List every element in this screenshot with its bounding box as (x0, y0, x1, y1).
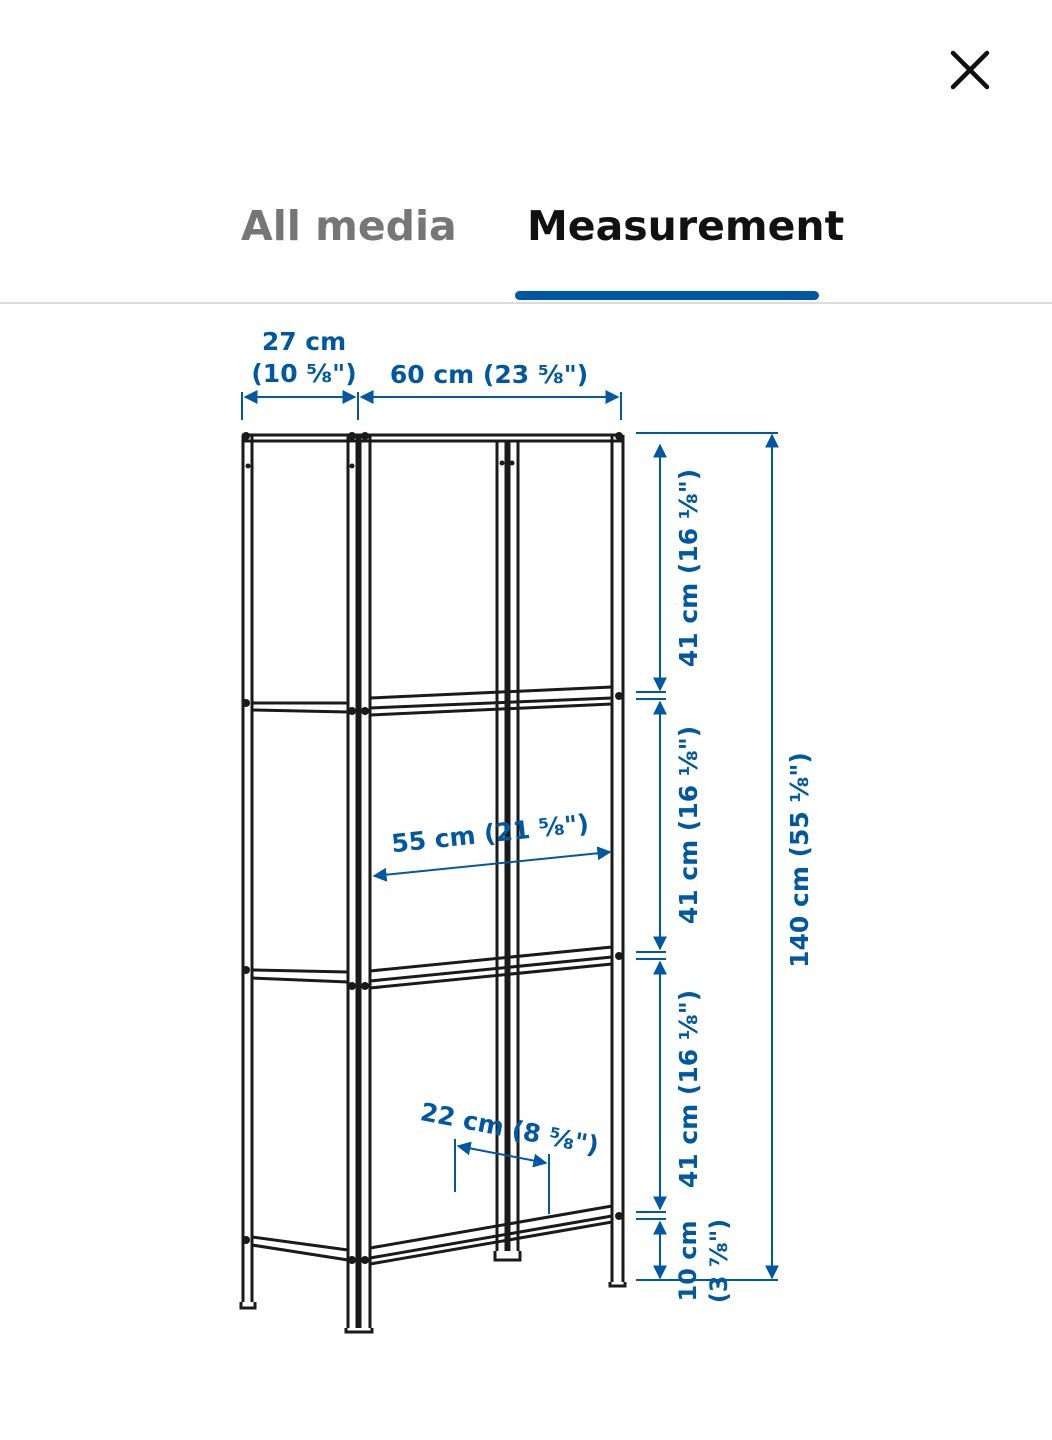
active-tab-indicator (515, 291, 819, 300)
total-height-label: 140 cm (55 ⅛") (785, 752, 814, 968)
shelf-illustration (0, 306, 1052, 1440)
shelf-spacing-label-1: 41 cm (16 ⅛") (674, 468, 703, 668)
measurement-diagram (0, 306, 1052, 1440)
depth-label: 27 cm (261, 327, 347, 356)
close-icon (950, 50, 990, 90)
shelf-unit-drawing (241, 435, 625, 1332)
close-button[interactable] (940, 42, 1000, 98)
tab-measurement[interactable]: Measurement (527, 202, 845, 250)
tabs-divider (0, 302, 1052, 304)
tab-all-media[interactable]: All media (241, 202, 457, 250)
media-tabs (0, 180, 1052, 306)
shelf-depth-label: 22 cm (8 ⅝") (418, 1097, 602, 1161)
shelf-spacing-label-2: 41 cm (16 ⅛") (674, 725, 703, 925)
depth-label-inches: (10 ⅝") (251, 359, 357, 388)
width-label: 60 cm (23 ⅝") (389, 360, 589, 389)
bottom-clearance-label: 10 cm (674, 1220, 702, 1302)
shelf-spacing-label-3: 41 cm (16 ⅛") (674, 989, 703, 1189)
shelf-width-label: 55 cm (21 ⅝") (389, 808, 591, 859)
bottom-clearance-label-inches: (3 ⅞") (705, 1218, 733, 1304)
